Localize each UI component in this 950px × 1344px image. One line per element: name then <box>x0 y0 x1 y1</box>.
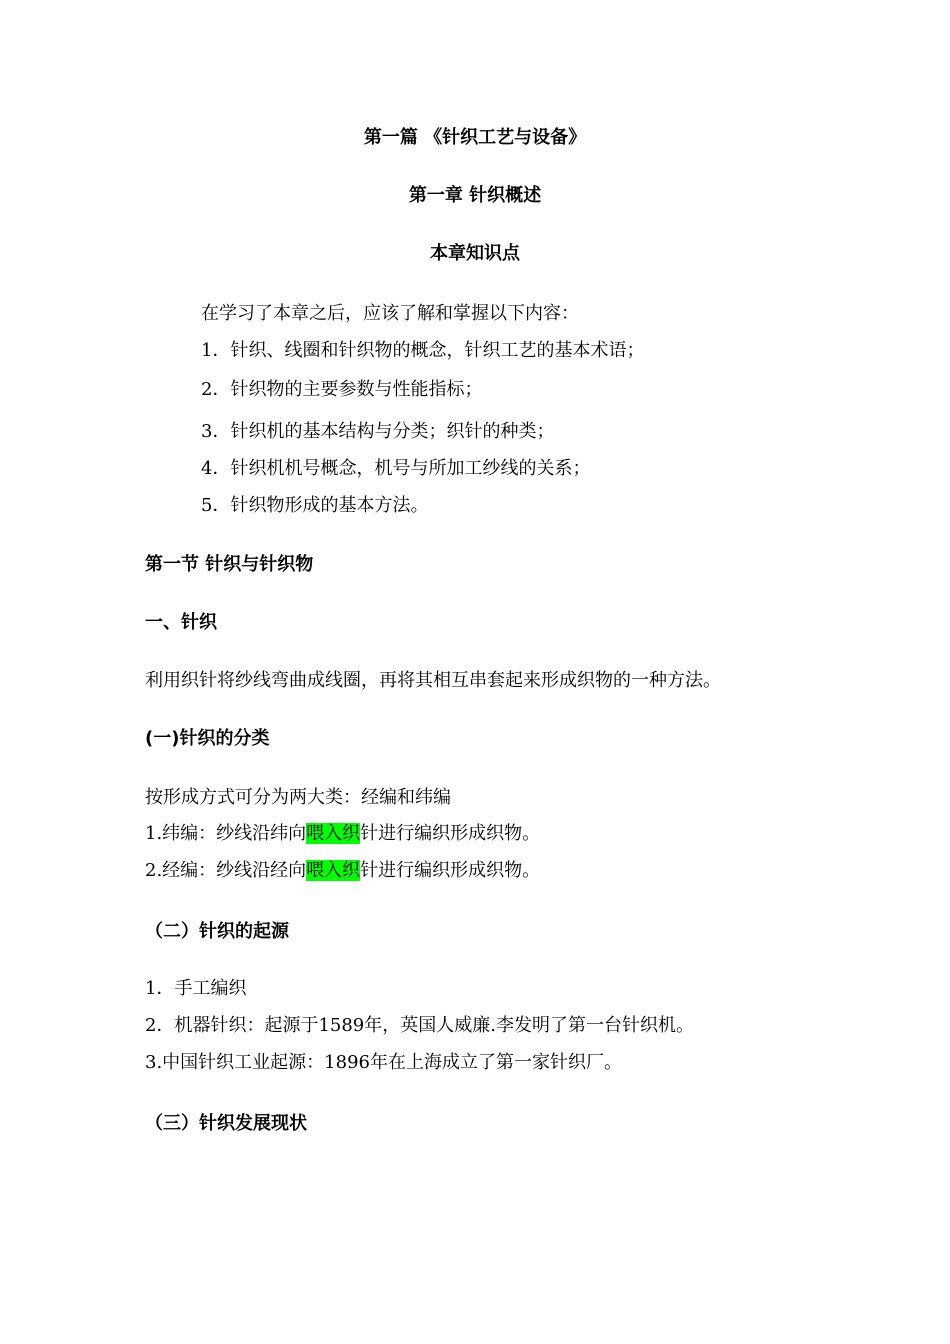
warp-text-before: 2.经编：纱线沿经向 <box>145 860 307 881</box>
origin-title: （二）针织的起源 <box>145 921 289 942</box>
classification-intro: 按形成方式可分为两大类：经编和纬编 <box>145 787 451 808</box>
origin-item: 1．手工编织 <box>145 978 247 999</box>
warp-text-after: 针进行编织形成织物。 <box>360 860 541 881</box>
section-title: 第一节 针织与针织物 <box>145 554 314 575</box>
subsection-title: 一、针织 <box>145 612 217 633</box>
weft-text-before: 1.纬编：纱线沿纬向 <box>145 823 307 844</box>
objective-item: 3．针织机的基本结构与分类；织针的种类； <box>201 421 555 442</box>
objective-item: 1．针织、线圈和针织物的概念，针织工艺的基本术语； <box>201 340 645 361</box>
classification-title: (一)针织的分类 <box>145 728 270 749</box>
chapter-title: 第一章 针织概述 <box>408 185 542 206</box>
weft-knitting-item <box>145 822 540 846</box>
highlighted-text: 喂入织 <box>306 860 361 881</box>
status-title: （三）针织发展现状 <box>145 1113 307 1134</box>
objective-item: 5．针织物形成的基本方法。 <box>201 495 429 516</box>
intro-text: 在学习了本章之后，应该了解和掌握以下内容： <box>201 303 579 324</box>
origin-item: 3.中国针织工业起源：1896年在上海成立了第一家针织厂。 <box>145 1052 622 1073</box>
weft-text-after: 针进行编织形成织物。 <box>360 823 541 844</box>
definition-text: 利用织针将纱线弯曲成线圈，再将其相互串套起来形成织物的一种方法。 <box>145 670 721 691</box>
objective-item: 4．针织机机号概念，机号与所加工纱线的关系； <box>201 458 591 479</box>
highlighted-text: 喂入织 <box>306 823 361 844</box>
warp-knitting-item <box>145 859 540 883</box>
knowledge-points-title: 本章知识点 <box>430 243 520 264</box>
objective-item: 2．针织物的主要参数与性能指标； <box>201 379 483 400</box>
part-title: 第一篇 《针织工艺与设备》 <box>363 127 587 148</box>
origin-item: 2．机器针织：起源于1589年，英国人威廉.李发明了第一台针织机。 <box>145 1015 694 1036</box>
